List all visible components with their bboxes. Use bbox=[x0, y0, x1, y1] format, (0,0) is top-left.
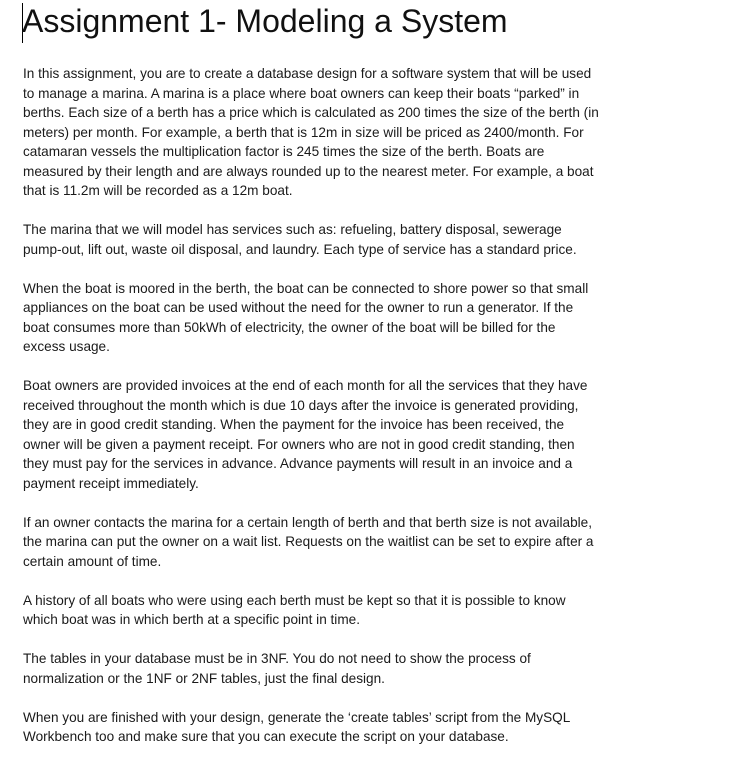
document-title[interactable]: Assignment 1- Modeling a System bbox=[22, 3, 508, 39]
paragraph-line: appliances on the boat can be used without the need for the owner to run a generator. If the bbox=[23, 300, 574, 315]
paragraph-line: payment receipt immediately. bbox=[23, 475, 199, 491]
paragraph-script[interactable] bbox=[23, 708, 655, 747]
paragraph-history[interactable] bbox=[23, 591, 655, 630]
paragraph-line: When the boat is moored in the berth, the boat can be connected to shore power so that small bbox=[23, 280, 589, 296]
paragraph-line: pump-out, lift out, waste oil disposal, and laundry. Each type of service has a standard price. bbox=[23, 241, 577, 257]
paragraph-services[interactable] bbox=[23, 220, 655, 259]
paragraph-line: owner will be given a payment receipt. For owners who are not in good credit standing, then bbox=[23, 436, 575, 452]
paragraph-line: If an owner contacts the marina for a certain length of berth and that berth size is not available, bbox=[23, 514, 592, 530]
paragraph-line: measured by their length and are always rounded up to the nearest meter. For example, a boat bbox=[23, 163, 594, 179]
paragraph-line: normalization or the 1NF or 2NF tables, just the final design. bbox=[23, 670, 385, 686]
document-body[interactable] bbox=[23, 64, 655, 766]
paragraph-line: The marina that we will model has services such as: refueling, battery disposal, sewerage bbox=[23, 222, 562, 237]
paragraph-line: The tables in your database must be in 3NF. You do not need to show the process of bbox=[23, 651, 531, 666]
paragraph-line: the marina can put the owner on a wait list. Requests on the waitlist can be set to expire after a bbox=[23, 534, 594, 549]
paragraph-invoices[interactable] bbox=[23, 376, 655, 493]
paragraph-line: boat consumes more than 50kWh of electricity, the owner of the boat will be billed for the bbox=[23, 319, 556, 335]
paragraph-line: that is 11.2m will be recorded as a 12m boat. bbox=[23, 183, 293, 198]
paragraph-line: berths. Each size of a berth has a price which is calculated as 200 times the size of the berth (in bbox=[23, 105, 599, 120]
paragraph-line: In this assignment, you are to create a database design for a software system that will be used bbox=[23, 66, 592, 81]
paragraph-line: meters) per month. For example, a berth that is 12m in size will be priced as 2400/month. For bbox=[23, 124, 584, 140]
paragraph-line: they must pay for the services in advance. Advance payments will result in an invoice and a bbox=[23, 456, 573, 471]
paragraph-line: Workbench too and make sure that you can execute the script on your database. bbox=[23, 729, 509, 744]
paragraph-line: to manage a marina. A marina is a place where boat owners can keep their boats “parked” in bbox=[23, 85, 580, 101]
paragraph-normalization[interactable] bbox=[23, 649, 655, 688]
paragraph-line: Boat owners are provided invoices at the end of each month for all the services that they have bbox=[23, 378, 588, 393]
paragraph-line: excess usage. bbox=[23, 339, 110, 354]
paragraph-line: certain amount of time. bbox=[23, 553, 162, 569]
paragraph-intro[interactable] bbox=[23, 64, 655, 201]
paragraph-shore-power[interactable] bbox=[23, 279, 655, 357]
paragraph-line: When you are finished with your design, generate the ‘create tables’ script from the MySQL bbox=[23, 709, 571, 725]
paragraph-waitlist[interactable] bbox=[23, 513, 655, 572]
paragraph-line: which boat was in which berth at a specific point in time. bbox=[23, 612, 360, 627]
paragraph-line: they are in good credit standing. When the payment for the invoice has been received, the bbox=[23, 417, 565, 432]
paragraph-line: catamaran vessels the multiplication factor is 245 times the size of the berth. Boats are bbox=[23, 144, 545, 159]
paragraph-line: received throughout the month which is due 10 days after the invoice is generated providing, bbox=[23, 397, 579, 413]
paragraph-line: A history of all boats who were using each berth must be kept so that it is possible to know bbox=[23, 592, 566, 608]
